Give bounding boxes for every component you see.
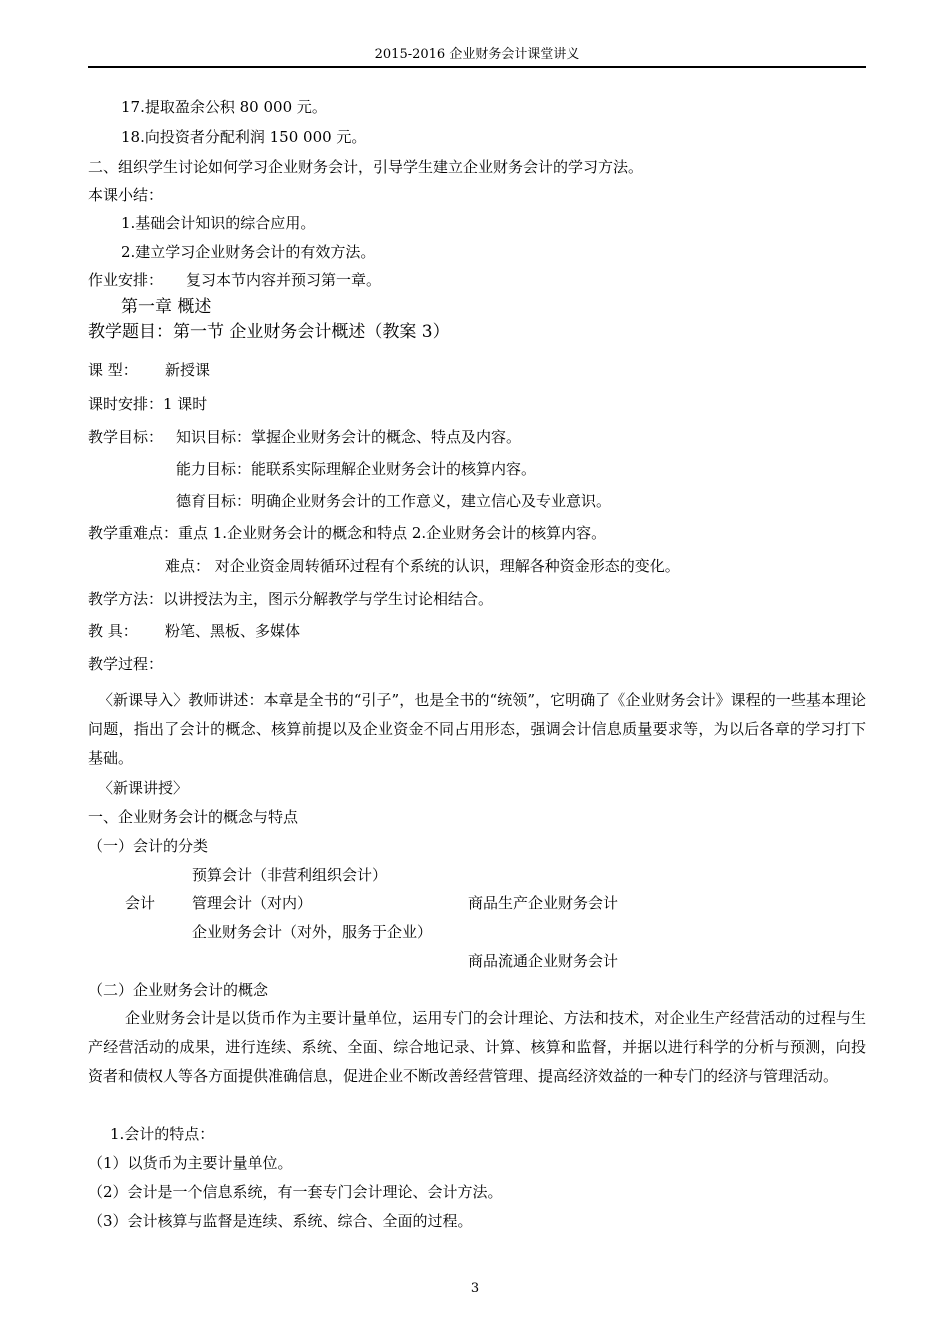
definition-paragraph: 企业财务会计是以货币作为主要计量单位，运用专门的会计理论、方法和技术，对企业生产经营活动的过程与生产经营活动的成果，进行连续、系统、全面、综合地记录、计算、核算和监督，并据以进行科学的分析与预测，向投资者和债权人等各方面提供准确信息，促进企业不断改善经营管理、提高经济效益的一种专门的经济与管理活动。 [88, 1009, 866, 1085]
goal-moral: 德育目标：明确企业财务会计的工作意义，建立信心及专业意识。 [176, 492, 612, 510]
features-title: 1.会计的特点： [110, 1125, 215, 1143]
tools-label: 教 具： [88, 622, 138, 640]
subsection-2-title: （二）企业财务会计的概念 [88, 981, 269, 999]
feature-3: （3）会计核算与监督是连续、系统、综合、全面的过程。 [88, 1212, 473, 1230]
goal-knowledge: 知识目标：掌握企业财务会计的概念、特点及内容。 [176, 428, 522, 446]
difficulty: 难点： 对企业资金周转循环过程有个系统的认识，理解各种资金形态的变化。 [165, 557, 680, 575]
chapter-title: 第一章 概述 [121, 297, 212, 317]
new-lesson-label: 〈新课讲授〉 [98, 779, 189, 797]
summary-title: 本课小结： [88, 186, 164, 204]
lesson-title: 教学题目：第一节 企业财务会计概述（教案 3） [88, 322, 450, 342]
key-points: 教学重难点：重点 1.企业财务会计的概念和特点 2.企业财务会计的核算内容。 [88, 524, 607, 542]
tree-root-accounting: 会计 [125, 894, 156, 912]
page-number: 3 [470, 1281, 480, 1296]
teaching-method: 教学方法：以讲授法为主，图示分解教学与学生讨论相结合。 [88, 590, 494, 608]
homework-text: 复习本节内容并预习第一章。 [186, 271, 382, 289]
tree-financial-accounting: 企业财务会计（对外，服务于企业） [192, 923, 433, 941]
lesson-type-label: 课 型： [88, 361, 138, 379]
goal-label: 教学目标： [88, 428, 164, 446]
discussion-line: 二、组织学生讨论如何学习企业财务会计，引导学生建立企业财务会计的学习方法。 [88, 158, 644, 176]
section-1-title: 一、企业财务会计的概念与特点 [88, 808, 299, 826]
summary-item-2: 2.建立学习企业财务会计的有效方法。 [121, 243, 376, 261]
lesson-type-value: 新授课 [165, 361, 211, 379]
page-header: 2015-2016 企业财务会计课堂讲义 [88, 46, 866, 68]
item-18: 18.向投资者分配利润 150 000 元。 [121, 128, 367, 146]
intro-paragraph: 〈新课导入〉教师讲述：本章是全书的“引子”，也是全书的“统领”，它明确了《企业财务会计》课程的一些基本理论问题，指出了会计的概念、核算前提以及企业资金不同占用形态，强调会计信息质量要求等，为以后各章的学习打下基础。 [88, 691, 866, 767]
tree-production-enterprise: 商品生产企业财务会计 [468, 894, 619, 912]
tree-circulation-enterprise: 商品流通企业财务会计 [468, 952, 619, 970]
process-label: 教学过程： [88, 655, 164, 673]
item-17: 17.提取盈余公积 80 000 元。 [121, 98, 327, 116]
tree-budget-accounting: 预算会计（非营利组织会计） [192, 866, 388, 884]
feature-1: （1）以货币为主要计量单位。 [88, 1154, 293, 1172]
summary-item-1: 1.基础会计知识的综合应用。 [121, 214, 316, 232]
homework-label: 作业安排： [88, 271, 164, 289]
tree-management-accounting: 管理会计（对内） [192, 894, 313, 912]
subsection-1-title: （一）会计的分类 [88, 837, 209, 855]
goal-ability: 能力目标：能联系实际理解企业财务会计的核算内容。 [176, 460, 537, 478]
tools-value: 粉笔、黑板、多媒体 [165, 622, 301, 640]
lesson-hours: 课时安排：1 课时 [88, 395, 208, 413]
feature-2: （2）会计是一个信息系统，有一套专门会计理论、会计方法。 [88, 1183, 503, 1201]
